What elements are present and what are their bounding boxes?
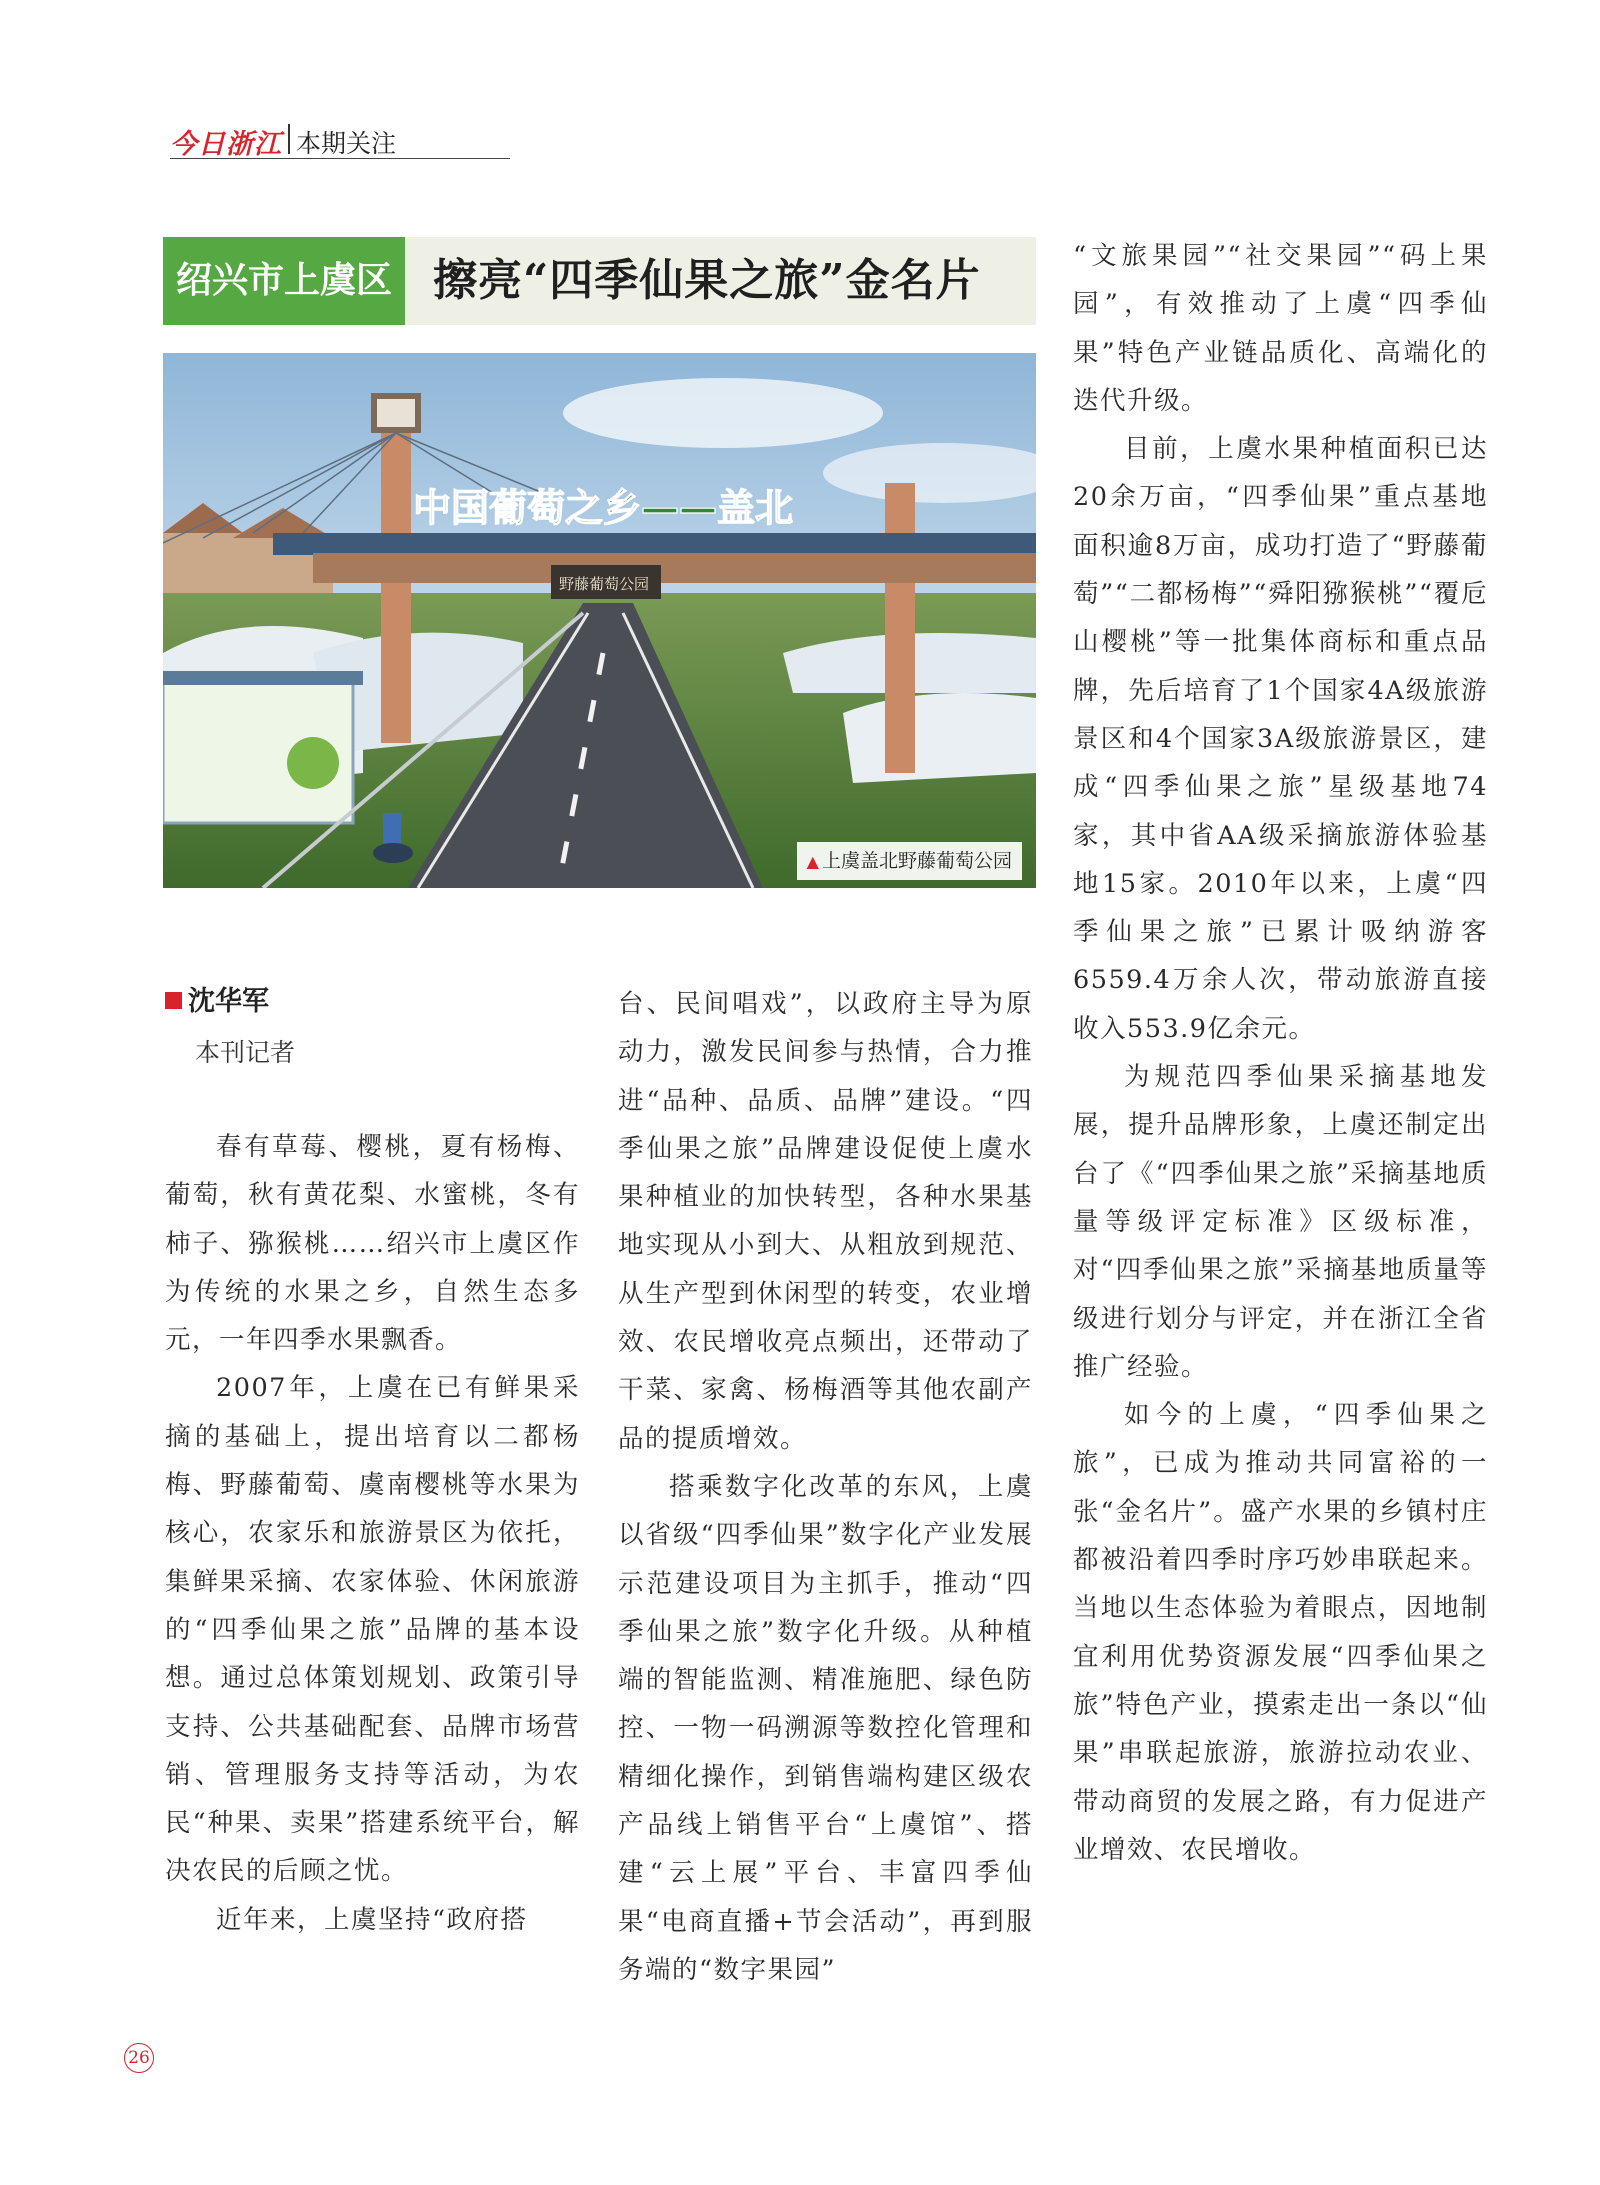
- section-label: 本期关注: [296, 129, 397, 158]
- author-line: [165, 985, 295, 1019]
- greenhouse: [843, 693, 1036, 783]
- text-column-1: [165, 1123, 580, 1944]
- paragraph-part: 台、民间唱戏”，以政府主导为原动力，激发民间参与热情，合力推进“品种、品质、品牌”建设。“四季仙果之旅”品牌建设促使上虞水果种植业的加快转型，各种水果基地实现从小到大、从粗放到规范、从生产型到休闲型的转变，农业增效、农民增收亮点频出，还带动了干菜、家禽、杨梅酒等其他农副产品的提质增效。: [618, 989, 1033, 1454]
- paragraph: 春有草莓、樱桃，夏有杨梅、葡萄，秋有黄花梨、水蜜桃，冬有柿子、猕猴桃……绍兴市上虞区作为传统的水果之乡，自然生态多元，一年四季水果飘香。: [165, 1132, 580, 1356]
- paragraph: 为规范四季仙果采摘基地发展，提升品牌形象，上虞还制定出台了《“四季仙果之旅”采摘基地质量等级评定标准》区级标准，对“四季仙果之旅”采摘基地质量等级进行划分与评定，并在浙江全省推广经验。: [1073, 1062, 1488, 1382]
- gate-beam: [273, 533, 1036, 555]
- gate-crossbar: [313, 553, 1036, 583]
- caption-triangle-icon: ▲: [806, 852, 819, 871]
- masthead-divider: [288, 124, 290, 154]
- caption-text: 上虞盖北野藤葡萄公园: [821, 850, 1012, 872]
- lantern-window: [377, 399, 415, 427]
- paragraph-part: “文旅果园”“社交果园”“码上果园”，有效推动了上虞“四季仙果”特色产业链品质化、高端化的迭代升级。: [1073, 241, 1488, 416]
- red-square-icon: [165, 992, 182, 1009]
- magazine-logo: 今日浙江: [170, 129, 282, 160]
- gate-pillar-right: [885, 483, 915, 773]
- gate-title-text: 中国葡萄之乡——盖北: [413, 486, 794, 530]
- masthead: [170, 120, 510, 159]
- rider: [383, 813, 401, 843]
- scooter: [373, 843, 413, 863]
- author-name: 沈华军: [188, 986, 269, 1017]
- paragraph: 2007年，上虞在已有鲜果采摘的基础上，提出培育以二都杨梅、野藤葡萄、虞南樱桃等水果为核心，农家乐和旅游景区为依托，集鲜果采摘、农家体验、休闲旅游的“四季仙果之旅”品牌的基本设想。通过总体策划规划、政策引导支持、公共基础配套、品牌市场营销、管理服务支持等活动，为农民“种果、卖果”搭建系统平台，解决农民的后顾之忧。: [165, 1373, 580, 1887]
- text-column-3: [1073, 232, 1488, 1874]
- park-sign-text: 野藤葡萄公园: [559, 575, 650, 593]
- paragraph: 目前，上虞水果种植面积已达20余万亩，“四季仙果”重点基地面积逾8万亩，成功打造了“野藤葡萄”“二都杨梅”“舜阳猕猴桃”“覆卮山樱桃”等一批集体商标和重点品牌，先后培育了1个国家4A级旅游景区和4个国家3A级旅游景区，建成“四季仙果之旅”星级基地74家，其中省AA级采摘旅游体验基地15家。2010年以来，上虞“四季仙果之旅”已累计吸纳游客6559.4万余人次，带动旅游直接收入553.9亿余元。: [1073, 434, 1488, 1044]
- author-role: 本刊记者: [195, 1038, 296, 1067]
- paragraph: 如今的上虞，“四季仙果之旅”，已成为推动共同富裕的一张“金名片”。盛产水果的乡镇村庄都被沿着四季时序巧妙串联起来。当地以生态体验为着眼点，因地制宜利用优势资源发展“四季仙果之旅”特色产业，摸索走出一条以“仙果”串联起旅游，旅游拉动农业、带动商贸的发展之路，有力促进产业增效、农民增收。: [1073, 1400, 1488, 1865]
- region-tag: 绍兴市上虞区: [163, 237, 405, 325]
- billboard-graphic: [287, 737, 339, 789]
- vineyard-gate-illustration: [163, 353, 1036, 888]
- cloud: [563, 378, 883, 448]
- byline: [165, 985, 295, 1069]
- article-title-bar: [163, 237, 1036, 325]
- billboard-roof: [163, 671, 363, 685]
- page-number: 26: [124, 2043, 154, 2073]
- text-column-2: [618, 980, 1033, 1994]
- paragraph-part: 近年来，上虞坚持“政府搭: [216, 1904, 528, 1935]
- paragraph-part: 搭乘数字化改革的东风，上虞以省级“四季仙果”数字化产业发展示范建设项目为主抓手，推动“四季仙果之旅”数字化升级。从种植端的智能监测、精准施肥、绿色防控、一物一码溯源等数控化管理和精细化操作，到销售端构建区级农产品线上销售平台“上虞馆”、搭建“云上展”平台、丰富四季仙果“电商直播+节会活动”，再到服务端的“数字果园”: [618, 1471, 1033, 1985]
- article-title: 擦亮“四季仙果之旅”金名片: [433, 255, 981, 306]
- photo-caption: [797, 842, 1022, 880]
- article-photo: [163, 353, 1036, 888]
